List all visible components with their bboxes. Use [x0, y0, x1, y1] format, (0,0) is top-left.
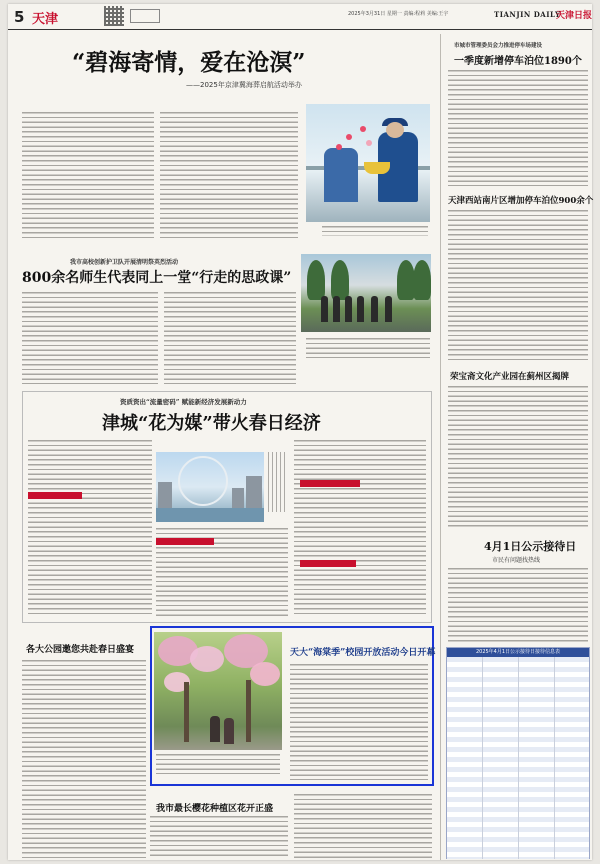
story2-body-col1 [22, 292, 158, 384]
newspaper-page [8, 4, 592, 860]
lead-body-col1 [22, 112, 154, 240]
right-headline-4: 4月1日公示接待日 [484, 540, 577, 553]
highlight-headline: 天大“海棠季”校园开放活动今日开幕 [290, 648, 436, 658]
feature-kicker: 资质资出“流量密码” 赋能新经济发展新动力 [120, 398, 247, 406]
feature-body-col3 [294, 440, 426, 616]
lead-subheadline: ——2025年京津冀海葬启航活动举办 [186, 81, 302, 89]
right-headline-1: 一季度新增停车泊位1890个 [454, 56, 582, 67]
page-number: 5 [14, 8, 25, 26]
right-kicker: 市城市管理委员会力推进停车场建设 [454, 43, 543, 49]
right-headline-3: 荣宝斋文化产业园在蓟州区揭牌 [450, 372, 570, 382]
lead-photo [306, 104, 430, 222]
haitang-photo [154, 632, 282, 750]
table-header: 2025年4月1日公示接待日接待信息表 [447, 648, 589, 657]
cherry-headline: 我市最长樱花种植区花开正盛 [156, 804, 274, 814]
lead-photo-caption [322, 226, 428, 236]
right-body-3 [448, 386, 588, 528]
right-subheadline-4: 市民有问题找热线 [492, 557, 541, 564]
story2-photo-caption [306, 338, 430, 358]
right-body-2 [448, 210, 588, 360]
feature-subhead-tag2 [156, 538, 214, 545]
feature-subhead-tag4 [300, 560, 356, 567]
page-header [8, 4, 592, 30]
feature-headline: 津城“花为媒”带火春日经济 [102, 413, 321, 434]
story2-photo [301, 254, 431, 332]
right-headline-2: 天津西站南片区增加停车泊位900余个 [448, 196, 594, 206]
table-rows [447, 657, 589, 859]
parks-headline: 各大公园邀您共赴春日盛宴 [26, 645, 135, 655]
feature-photo-caption [268, 452, 288, 512]
qr-code-icon [104, 6, 124, 26]
right-body-4 [448, 568, 588, 642]
cherry-body-col2 [294, 794, 432, 858]
right-body-1 [448, 70, 588, 186]
story2-kicker: 我市高校创新护卫队开展清明祭英烈活动 [70, 259, 179, 266]
app-badge [130, 9, 160, 23]
story2-headline: 800余名师生代表同上一堂“行走的思政课” [22, 270, 292, 286]
parks-body [22, 660, 146, 858]
date-line: 2025年3月31日 星期一 责编:程莉 美编:王宇 [348, 11, 449, 17]
section-name: 天津 [32, 12, 59, 27]
story2-body-col2 [164, 292, 296, 384]
cherry-body-col1 [150, 816, 288, 858]
haitang-photo-caption [156, 754, 280, 774]
lead-body-col2 [160, 112, 298, 240]
feature-body-col1 [28, 440, 152, 616]
column-divider [440, 34, 441, 860]
reception-schedule-table [446, 647, 590, 859]
paper-logo: 天津日报 [556, 11, 593, 21]
feature-photo [156, 452, 264, 522]
lead-headline: “碧海寄情，爱在沧溟” [72, 49, 306, 76]
paper-name: TIANJIN DAILY [494, 10, 561, 19]
highlight-body [290, 664, 428, 780]
feature-subhead-tag [28, 492, 82, 499]
feature-subhead-tag3 [300, 480, 360, 487]
